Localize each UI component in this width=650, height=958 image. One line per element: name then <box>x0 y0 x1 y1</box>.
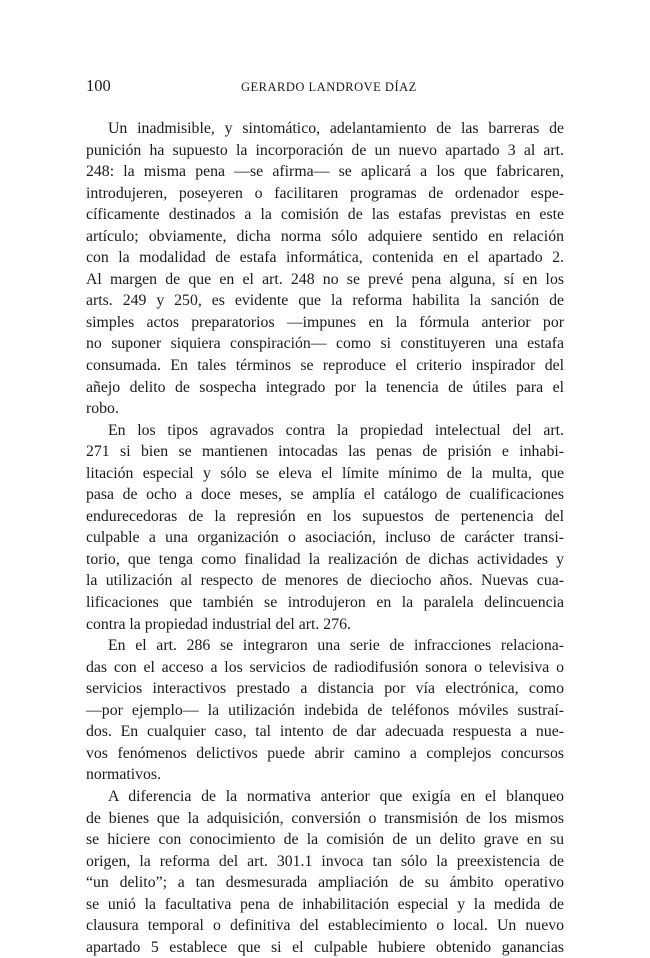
text-line: simples actos preparatorios —impunes en la fórmula anterior por <box>86 313 564 331</box>
text-line: “un delito”; a tan desmesurada ampliación de su ámbito operativo <box>86 874 564 892</box>
text-line: litación especial y sólo se eleva el límite mínimo de la multa, que <box>86 464 564 482</box>
text-line: 271 si bien se mantienen intocadas las penas de prisión e inhabi- <box>86 443 564 461</box>
text-line: la utilización al respecto de menores de dieciocho años. Nuevas cua- <box>86 572 564 590</box>
text-line: de bienes que la adquisición, conversión o transmisión de los mismos <box>86 809 564 827</box>
paragraph <box>86 118 564 420</box>
text-line: introdujeren, poseyeren o facilitaren programas de ordenador espe- <box>86 184 564 202</box>
text-line: Al margen de que en el art. 248 no se prevé pena alguna, sí en los <box>86 270 564 288</box>
text-line: torio, que tenga como finalidad la realización de dichas actividades y <box>86 550 564 568</box>
text-line: apartado 5 establece que si el culpable hubiere obtenido ganancias <box>86 938 564 956</box>
text-line: punición ha supuesto la incorporación de un nuevo apartado 3 al art. <box>86 141 564 159</box>
text-line: pasa de ocho a doce meses, se amplía el catálogo de cualificaciones <box>86 486 564 504</box>
text-line: origen, la reforma del art. 301.1 invoca tan sólo la preexistencia de <box>86 852 564 870</box>
text-line: En el art. 286 se integraron una serie de infracciones relaciona- <box>108 637 564 655</box>
text-line: arts. 249 y 250, es evidente que la reforma habilita la sanción de <box>86 292 564 310</box>
text-line: contra la propiedad industrial del art. 276. <box>86 615 351 633</box>
text-line: clausura temporal o definitiva del establecimiento o local. Un nuevo <box>86 917 564 935</box>
text-line: dos. En cualquier caso, tal intento de dar adecuada respuesta a nue- <box>86 723 564 741</box>
text-line: consumada. En tales términos se reproduce el criterio inspirador del <box>86 357 564 375</box>
text-line: se unió la facultativa pena de inhabilitación especial y la medida de <box>86 895 564 913</box>
text-line: con la modalidad de estafa informática, contenida en el apartado 2. <box>86 249 564 267</box>
text-line: no suponer siquiera conspiración— como si constituyeren una estafa <box>86 335 564 353</box>
text-line: En los tipos agravados contra la propiedad intelectual del art. <box>108 421 564 439</box>
page-number: 100 <box>86 76 111 95</box>
text-line: Un inadmisible, y sintomático, adelantamiento de las barreras de <box>108 120 564 137</box>
paragraph <box>86 635 564 786</box>
text-line: normativos. <box>86 766 162 784</box>
text-line: 248: la misma pena —se afirma— se aplicará a los que fabricaren, <box>86 163 564 181</box>
text-line: se hiciere con conocimiento de la comisión de un delito grave en su <box>86 831 564 849</box>
text-line: lificaciones que también se introdujeron en la paralela delincuencia <box>86 594 564 612</box>
text-line: añejo delito de sospecha integrado por la tenencia de útiles para el <box>86 378 564 396</box>
text-line: vos fenómenos delictivos puede abrir camino a complejos concursos <box>86 744 564 762</box>
paragraph <box>86 786 564 958</box>
text-line: robo. <box>86 400 119 418</box>
text-line: A diferencia de la normativa anterior que exigía en el blanqueo <box>108 787 564 805</box>
body-text <box>86 118 564 958</box>
text-line: servicios interactivos prestado a distancia por vía electrónica, como <box>86 680 564 698</box>
text-line: culpable a una organización o asociación, incluso de carácter transi- <box>86 529 564 547</box>
text-line: cíficamente destinados a la comisión de las estafas previstas en este <box>86 206 564 224</box>
text-line: —por ejemplo— la utilización indebida de teléfonos móviles sustraí- <box>86 701 564 719</box>
text-line: artículo; obviamente, dicha norma sólo adquiere sentido en relación <box>86 227 564 245</box>
text-line: endurecedoras de la represión en los supuestos de pertenencia del <box>86 507 564 525</box>
running-head: GERARDO LANDROVE DÍAZ <box>241 80 417 94</box>
paragraph <box>86 420 564 635</box>
text-line: das con el acceso a los servicios de radiodifusión sonora o televisiva o <box>86 658 564 676</box>
